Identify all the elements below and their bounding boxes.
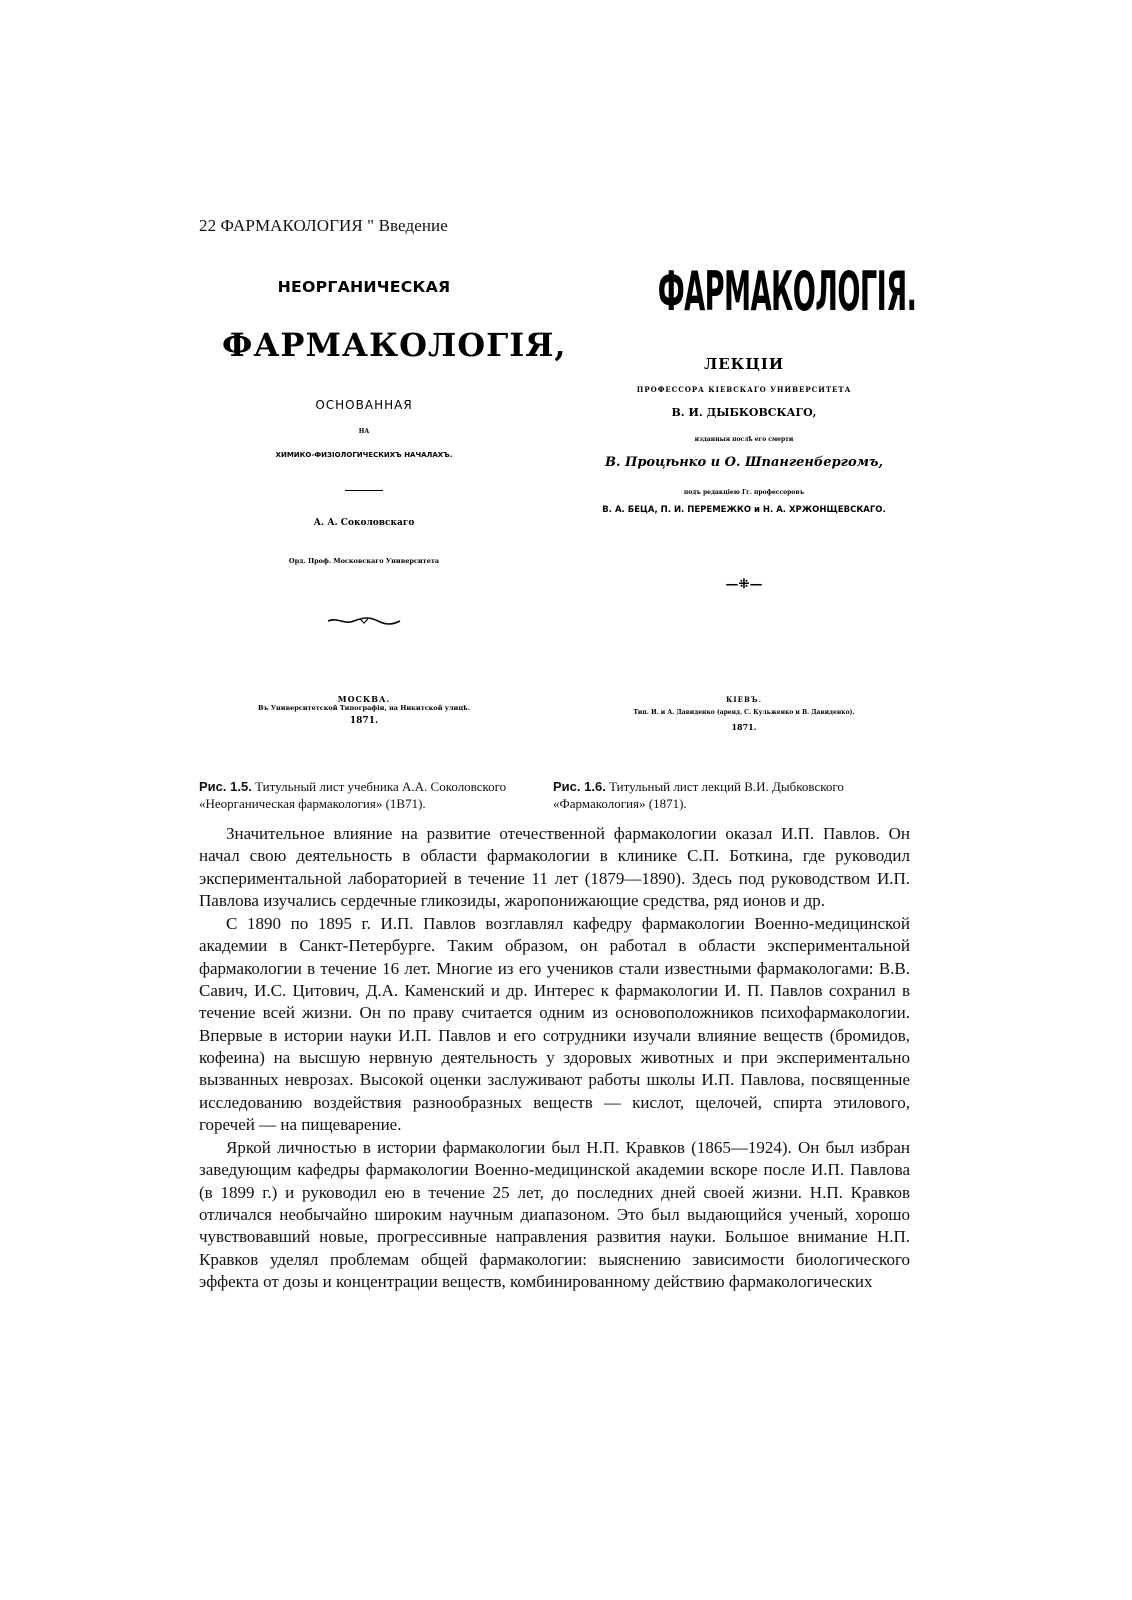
ornament-icon <box>326 616 402 626</box>
caption-text-right: Титульный лист лекций В.И. Дыбковского «Фармакология» (1871). <box>553 779 844 811</box>
title-page-left <box>222 270 567 740</box>
tp-right-line7: подъ редакцiею Гг. профессоровъ <box>683 489 805 496</box>
tp-left-position: Орд. Проф. Московскаго Университета <box>288 557 440 565</box>
tp-right-year: 1871. <box>731 722 757 732</box>
figure-caption-left <box>199 778 551 812</box>
tp-right-line3: ПРОФЕССОРА КIЕВСКАГО УНИВЕРСИТЕТА <box>636 385 852 394</box>
tp-right-line8: В. А. БЕЦА, П. И. ПЕРЕМЕЖКО и Н. А. ХРЖОНЩЕВСКАГО. <box>602 505 886 515</box>
tp-left-author: А. А. Соколовскаго <box>313 518 415 528</box>
tp-left-city: МОСКВА. <box>337 694 391 704</box>
caption-label-right: Рис. 1.6. <box>553 779 606 794</box>
tp-left-printer: Въ Университетской Типографiи, на Никитской улицѣ. <box>257 704 470 712</box>
tp-right-line4: В. И. ДЫБКОВСКАГО, <box>671 406 817 419</box>
tp-right-line5: изданныя послѣ его смерти <box>694 436 794 443</box>
body-text <box>199 823 910 1293</box>
tp-right-ornament: —⁜— <box>725 577 763 592</box>
paragraph-3: Яркой личностью в истории фармакологии был Н.П. Кравков (1865—1924). Он был избран заведующим кафедры фармакологии Военно-медицинской академии вскоре после И.П. Павлова (в 1899 г.) и руководил ею в течение 25 лет, до последних дней своей жизни. Н.П. Кравков отличался необычайно широким научным диапазоном. Это был выдающийся ученый, хорошо чувствовавший новые, прогрессивные направления развития науки. Большое внимание Н.П. Кравков уделял проблемам общей фармакологии: выяснению зависимости биологического эффекта от дозы и концентрации веществ, комбинированному действию фармакологических <box>199 1138 910 1291</box>
tp-right-title: ФАРМАКОЛОГIЯ. <box>657 260 917 323</box>
tp-right-line6: В. Процѣнко и О. Шпангенбергомъ, <box>605 455 883 470</box>
tp-right-printer: Тип. И. и А. Давиденко (аренд. С. Кульженко и В. Давиденко). <box>633 709 855 716</box>
paragraph-2: С 1890 по 1895 г. И.П. Павлов возглавлял кафедру фармакологии Военно-медицинской академии в Санкт-Петербурге. Таким образом, он работал в области экспериментальной фармакологии в течение 16 лет. Многие из его учеников стали известными фармакологами: В.В. Савич, И.С. Цитович, Д.А. Каменский и др. Интерес к фармакологии И. П. Павлов сохранил в течение всей жизни. Он по праву считается одним из основоположников психофармакологии. Впервые в истории науки И.П. Павлов и его сотрудники изучали влияние веществ (бромидов, кофеина) на высшую нервную деятельность у здоровых животных и при экспериментально вызванных неврозах. Высокой оценки заслуживают работы школы И.П. Павлова, посвященные исследованию воздействия разнообразных веществ — кислот, щелочей, спирта этилового, горечей — на пищеварение. <box>199 914 910 1134</box>
tp-left-rule <box>345 490 383 491</box>
tp-left-title: ФАРМАКОЛОГIЯ, <box>222 326 567 364</box>
tp-left-line4: НА <box>358 428 370 435</box>
tp-right-city: КIЕВЪ. <box>725 695 763 704</box>
page-header: 22 ФАРМАКОЛОГИЯ " Введение <box>199 216 448 235</box>
caption-text-left: Титульный лист учебника А.А. Соколовского «Неорганическая фармакология» (1В71). <box>199 779 507 811</box>
tp-left-line5: ХИМИКО-ФИЗIОЛОГИЧЕСКИХЪ НАЧАЛАХЪ. <box>275 451 453 459</box>
tp-left-line1: НЕОРГАНИЧЕСКАЯ <box>277 278 451 296</box>
figure-caption-right <box>553 778 909 812</box>
paragraph-1: Значительное влияние на развитие отечественной фармакологии оказал И.П. Павлов. Он начал свою деятельность в области фармакологии в клинике С.П. Боткина, где руководил экспериментальной лабораторией в течение 11 лет (1879—1890). Здесь под руководством И.П. Павлова изучались сердечные гликозиды, жаропонижающие средства, ряд ионов и др. <box>199 824 910 910</box>
tp-left-year: 1871. <box>349 716 379 726</box>
title-page-right <box>590 258 917 748</box>
tp-right-line2: ЛЕКЦIИ <box>703 355 785 373</box>
tp-left-line3: ОСНОВАННАЯ <box>315 398 413 412</box>
caption-label-left: Рис. 1.5. <box>199 779 252 794</box>
